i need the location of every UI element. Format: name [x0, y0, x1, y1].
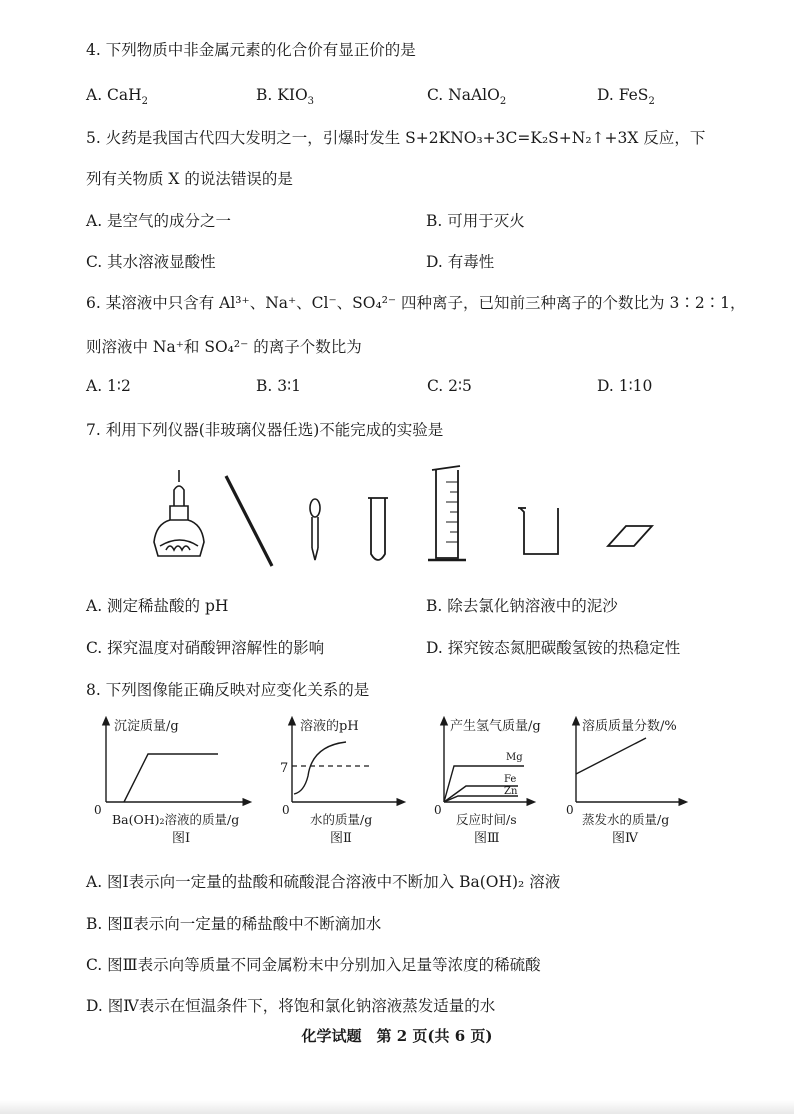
q8-stem: 8. 下列图像能正确反映对应变化关系的是: [86, 681, 370, 699]
q8-option-b: B. 图Ⅱ表示向一定量的稀盐酸中不断滴加水: [86, 915, 382, 933]
q5-option-b: B. 可用于灭火: [426, 212, 525, 230]
q4-option-b: B. $KIO_3$: [256, 86, 315, 108]
graph-2-caption: 图Ⅱ: [330, 831, 352, 846]
graph-3-label-zn: Zn: [504, 786, 518, 797]
glass-rod-icon: [226, 476, 272, 566]
q4-option-a: A. CaH$_2$: [86, 86, 149, 108]
graph-1-caption: 图Ⅰ: [172, 831, 191, 846]
graph-4-origin: 0: [566, 803, 574, 817]
q7-option-b: B. 除去氯化钠溶液中的泥沙: [426, 597, 618, 615]
test-tube-icon: [368, 498, 388, 560]
graph-3-xlabel: 反应时间/s: [456, 812, 517, 827]
q6-option-b: B. 3∶1: [256, 377, 302, 395]
page-bottom-shadow: [0, 1100, 794, 1114]
graph-1-origin: 0: [94, 803, 102, 817]
q6-option-c: C. 2∶5: [427, 377, 472, 395]
graph-2-origin: 0: [282, 803, 290, 817]
q7-option-a: A. 测定稀盐酸的 pH: [86, 597, 229, 615]
graph-3-label-fe: Fe: [504, 774, 517, 785]
q8-option-c: C. 图Ⅲ表示向等质量不同金属粉末中分别加入足量等浓度的稀硫酸: [86, 956, 541, 974]
graph-2: [280, 716, 425, 852]
graph-2-ylabel: 溶液的pH: [300, 719, 359, 734]
graph-4-caption: 图Ⅳ: [612, 831, 638, 846]
graduated-cylinder-icon: [428, 466, 466, 560]
beaker-icon: [518, 508, 558, 554]
q4-stem: 4. 下列物质中非金属元素的化合价有显正价的是: [86, 41, 416, 59]
graph-3-ylabel: 产生氢气质量/g: [450, 719, 541, 734]
q7-option-d: D. 探究铵态氮肥碳酸氢铵的热稳定性: [426, 639, 681, 657]
q5-option-a: A. 是空气的成分之一: [86, 212, 232, 230]
graph-2-tick-7: 7: [280, 761, 289, 776]
graph-4: [566, 716, 736, 852]
q6-option-a: A. 1∶2: [86, 377, 131, 395]
dropper-icon: [310, 499, 320, 560]
page-footer: 化学试题 第 2 页(共 6 页): [301, 1027, 493, 1045]
q4-option-c: C. NaAlO$_2$: [427, 86, 507, 108]
apparatus-figure: [140, 462, 680, 570]
q7-option-c: C. 探究温度对硝酸钾溶解性的影响: [86, 639, 325, 657]
q8-option-d: D. 图Ⅳ表示在恒温条件下，将饱和氯化钠溶液蒸发适量的水: [86, 997, 496, 1015]
q5-option-c: C. 其水溶液显酸性: [86, 253, 216, 271]
q6-option-d: D. 1∶10: [597, 377, 653, 395]
graph-1: [86, 716, 276, 852]
graph-4-ylabel: 溶质质量分数/%: [582, 719, 677, 734]
q6-stem-line1: 6. 某溶液中只含有 Al³⁺、Na⁺、Cl⁻、SO₄²⁻ 四种离子，已知前三种离子的个数比为 3∶2∶1，: [86, 294, 746, 312]
graph-1-ylabel: 沉淀质量/g: [114, 719, 179, 734]
glass-slide-icon: [608, 526, 652, 546]
q4-option-d: D. FeS$_2$: [597, 86, 655, 108]
graph-3-origin: 0: [434, 803, 442, 817]
graph-3: [432, 716, 572, 852]
q6-stem-line2: 则溶液中 Na⁺和 SO₄²⁻ 的离子个数比为: [86, 338, 362, 356]
q7-stem: 7. 利用下列仪器(非玻璃仪器任选)不能完成的实验是: [86, 421, 444, 439]
q5-stem-line1: 5. 火药是我国古代四大发明之一，引爆时发生 S+2KNO₃+3C=K₂S+N₂↑+3X 反应，下: [86, 129, 706, 147]
graph-4-xlabel: 蒸发水的质量/g: [582, 812, 670, 827]
q5-stem-line2: 列有关物质 X 的说法错误的是: [86, 170, 293, 188]
graph-2-xlabel: 水的质量/g: [310, 812, 373, 827]
graph-3-label-mg: Mg: [506, 752, 523, 763]
graph-1-xlabel: Ba(OH)₂溶液的质量/g: [112, 812, 240, 827]
q5-option-d: D. 有毒性: [426, 253, 495, 271]
graph-3-caption: 图Ⅲ: [474, 831, 500, 846]
alcohol-lamp-icon: [154, 470, 204, 556]
q8-option-a: A. 图Ⅰ表示向一定量的盐酸和硫酸混合溶液中不断加入 Ba(OH)₂ 溶液: [86, 873, 561, 891]
